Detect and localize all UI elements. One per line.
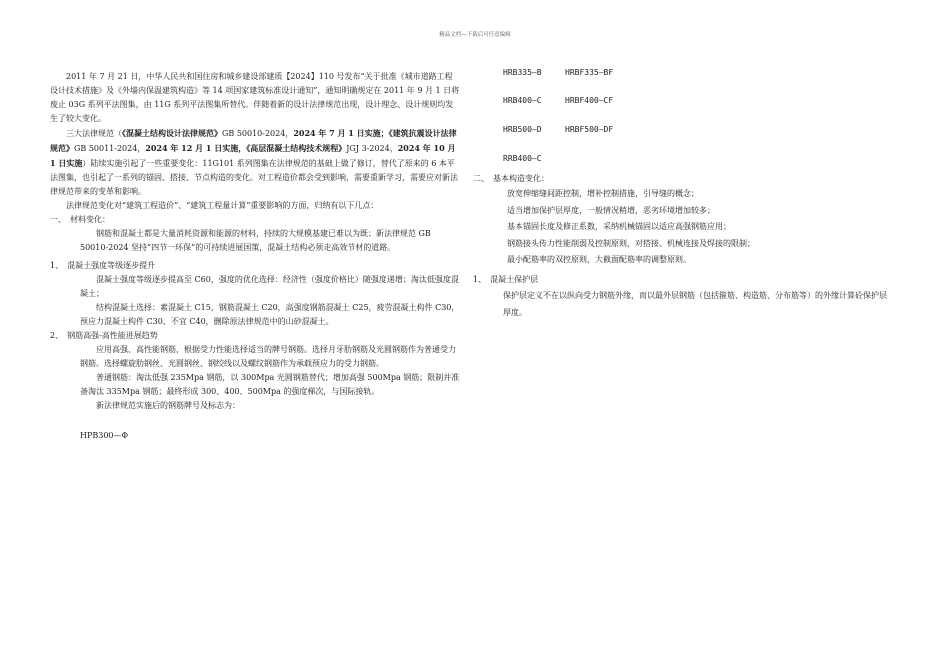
text: 三大法律规范（ bbox=[66, 129, 122, 138]
paragraph-concrete-selection: 结构混凝土选择：素混凝土 C15，钢筋混凝土 C20，高强度钢筋混凝土 C25，疲劳混凝土构件 C30，预应力混凝土构件 C30、不宜 C40，删除原法律规范中的山砂混凝土。 bbox=[80, 303, 460, 326]
paragraph-concrete-strength: 混凝土强度等级逐步提高至 C60，强度的优化选择：经济性（强度价格比）随强度递增；淘汰低强度混凝土； bbox=[80, 275, 459, 298]
code-num-1: GB 50010-2024， bbox=[222, 129, 294, 138]
list-item: 钢筋接头传力性能削弱及控制原则，对搭接、机械连接及焊接的限制； bbox=[507, 238, 755, 248]
code-date-3: 2024 年 10 月 1 日实施 bbox=[50, 143, 456, 168]
code-name-3: 2024 年 12 月 1 日实施，《高层混凝土结构技术规程》 bbox=[145, 143, 347, 153]
paragraph-rebar-marks: 新法律规范实施后的钢筋牌号及标志为： bbox=[96, 401, 240, 410]
heading-materials: 一、 材料变化： bbox=[50, 215, 110, 224]
rebar-grade-fine: HRBF335—BF bbox=[565, 68, 614, 77]
paragraph-cover: 保护层定义不在以纵向受力钢筋外缘，而以最外层钢筋（包括箍筋、构造筋、分布筋等）的外缘计算砼保护层厚度。 bbox=[503, 290, 887, 317]
paragraph-rebar-trend: 应用高强、高性能钢筋，根据受力性能选择适当的牌号钢筋。选择月牙肋钢筋及光圆钢筋作为普通受力钢筋。选择螺旋肋钢丝、光圆钢丝、钢绞线以及螺纹钢筋作为承载预应力的受力钢筋。 bbox=[80, 345, 456, 368]
code-name-2: 2024 年 7 月 1 日实施；《建筑抗震设计法律规范》 bbox=[50, 128, 457, 153]
list-item: 放宽伸缩缝间距控制，增补控制措施，引导缝的概念； bbox=[507, 189, 699, 198]
heading-structure: 二、 基本构造变化： bbox=[473, 174, 549, 183]
paragraph-materials: 钢筋和混凝土都是大量消耗资源和能源的材料，持续的大规模基建已难以为既；新法律规范 GB 50010-2024 坚持“四节一环保”的可持续进展国策，混凝土结构必须走高效节材的道路。 bbox=[80, 229, 431, 252]
heading-rebar-trend: 2、 钢筋高强-高性能进展趋势 bbox=[50, 331, 158, 340]
paragraph-ordinary-rebar: 普通钢筋：淘汰低强 235Mpa 钢筋，以 300Mpa 光圆钢筋替代；增加高强 500Mpa 钢筋；限制并准备淘汰 335Mpa 钢筋；最终形成 300、400、500Mpa 的强度梯次，与国际接轨。 bbox=[80, 373, 460, 396]
code-num-3: JGJ 3-2024， bbox=[346, 144, 398, 153]
rebar-grade: HRB335—B bbox=[503, 68, 542, 77]
list-item: 最小配筋率的双控原则，大截面配筋率的调整原则。 bbox=[507, 255, 691, 264]
paragraph-intro: 2011 年 7 月 21 日，中华人民共和国住房和城乡建设部建质【2024】110 号发布“关于批准《城市道路工程设计技术措施》及《外墙内保温建筑构造》等 14 项国家建筑标准设计通知”，通知明确规定在 2011 年 9 月 1 日将废止 03G 系列平法图集，由 11G 系列平法图集所替代。伴随着新的设计法律规范出现，设计理念、设计规则均发生了较大变化。 bbox=[50, 72, 460, 123]
rebar-row bbox=[473, 152, 893, 166]
rebar-grade: RRB400—C bbox=[503, 154, 542, 163]
heading-concrete-strength: 1、 混凝土强度等级逐步提升 bbox=[50, 261, 156, 270]
heading-cover: 1、 混凝土保护层 bbox=[473, 274, 539, 284]
right-column bbox=[473, 66, 893, 321]
rebar-grade-fine: HRBF400—CF bbox=[565, 96, 614, 105]
text: ）陆续实施引起了一些重要变化：11G101 系列图集在法律规范的基础上做了修订，替代了原来的 6 本平法图集，也引起了一系列的锚固、搭接、节点构造的变化。对工程造价都会受到影响，需要重新学习，需要应对新法律规范带来的变革和影响。 bbox=[50, 159, 458, 196]
structure-list bbox=[473, 186, 893, 269]
paragraph-summary: 法律规范变化对“建筑工程造价”、“建筑工程量计算”重要影响的方面，归纳有以下几点： bbox=[66, 201, 379, 210]
rebar-grade-fine bbox=[565, 152, 655, 166]
rebar-grade: HRB400—C bbox=[503, 96, 542, 105]
left-column bbox=[50, 70, 460, 443]
code-name-1: 《混凝土结构设计法律规范》 bbox=[122, 128, 222, 138]
rebar-hpb300: HPB300—Φ bbox=[80, 431, 129, 440]
rebar-grade: HRB500—D bbox=[503, 125, 542, 134]
rebar-grade-fine: HRBF500—DF bbox=[565, 125, 614, 134]
paragraph-three-codes bbox=[50, 126, 460, 199]
rebar-row bbox=[473, 123, 893, 137]
rebar-row bbox=[473, 66, 893, 80]
rebar-row bbox=[473, 94, 893, 108]
list-item: 基本锚固长度及修正系数，采纳机械锚固以适应高强钢筋应用； bbox=[507, 222, 731, 231]
code-num-2: GB 50011-2024， bbox=[74, 144, 146, 153]
list-item: 适当增加保护层厚度，一般情况稍增，恶劣环境增加较多； bbox=[507, 205, 715, 215]
page-header: 精品文档---下载后可任意编辑 bbox=[439, 32, 511, 38]
